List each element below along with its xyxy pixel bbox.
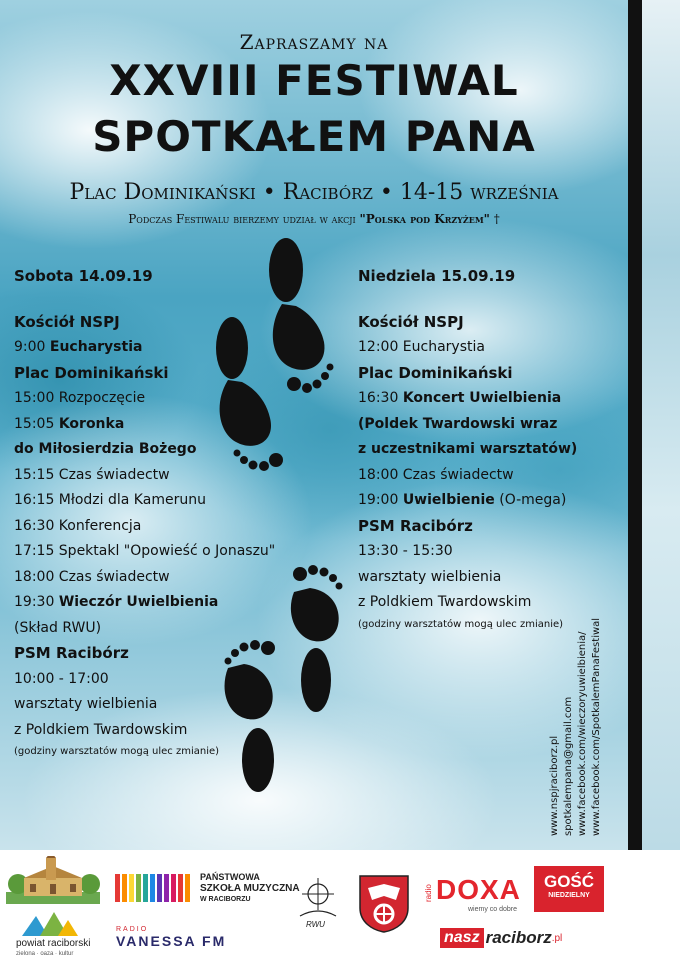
- festival-title-line2: SPOTKAŁEM PANA: [92, 112, 536, 161]
- program-item: 15:15 Czas świadectw: [14, 466, 170, 483]
- akcja-name: "Polska pod Krzyżem": [359, 212, 490, 226]
- music-school-logo: [115, 872, 195, 904]
- nasz-raciborz-logo: nasz raciborz .pl: [440, 926, 562, 950]
- black-border-strip: [628, 0, 642, 850]
- program-item: (Skład RWU): [14, 619, 102, 636]
- program-item: warsztaty wielbienia: [14, 696, 158, 712]
- email-link[interactable]: spotkalempana@gmail.com: [563, 696, 574, 836]
- church-building-icon: [6, 856, 100, 904]
- website-link[interactable]: www.nspjraciborz.pl: [549, 735, 560, 836]
- program-item: 12:00 Eucharystia: [358, 339, 485, 355]
- program-item: 10:00 - 17:00: [14, 670, 109, 687]
- program-item: do Miłosierdzia Bożego: [14, 441, 197, 457]
- sunday-heading: Niedziela 15.09.19: [358, 267, 516, 285]
- program-item: 17:15 Spektakl "Opowieść o Jonaszu": [14, 543, 276, 559]
- facebook-link[interactable]: www.facebook.com/SpotkalemPanaFestiwal: [591, 617, 602, 836]
- festival-title-line1: XXVIII FESTIWAL: [109, 56, 519, 105]
- program-item: 15:00 Rozpoczęcie: [14, 390, 146, 406]
- saturday-program: [14, 264, 314, 761]
- program-item: 18:00 Czas świadectw: [14, 568, 170, 585]
- gosc-niedzielny-logo: GOŚĆ NIEDZIELNY: [534, 866, 604, 912]
- program-item: 16:30 Konferencja: [14, 517, 142, 534]
- program-item: (Poldek Twardowski wraz: [358, 415, 558, 432]
- powiat-label: powiat raciborski zielona · oaza · kultur: [16, 938, 91, 957]
- program-item: 15:05 Koronka: [14, 415, 125, 432]
- akcja-prefix: Podczas Festiwalu bierzemy udział w akcji: [128, 212, 356, 226]
- venue-heading: PSM Racibórz: [14, 644, 129, 662]
- program-item: 19:00 Uwielbienie (O-mega): [358, 492, 567, 508]
- akcja-note: [0, 212, 628, 226]
- venue-heading: Plac Dominikański: [14, 363, 169, 382]
- venue-heading: Kościół NSPJ: [14, 312, 120, 331]
- sky-edge: [642, 0, 680, 850]
- program-item: 18:00 Czas świadectw: [358, 466, 514, 483]
- rwu-label: RWU: [306, 920, 325, 929]
- powiat-logo-icon: [22, 912, 78, 936]
- venue-heading: Kościół NSPJ: [358, 312, 464, 331]
- schedule-note: (godziny warsztatów mogą ulec zmianie): [358, 618, 564, 630]
- contact-links: [548, 516, 608, 836]
- program-item: 9:00 Eucharystia: [14, 339, 143, 355]
- program-item: warsztaty wielbienia: [358, 568, 502, 585]
- program-item: 16:30 Koncert Uwielbienia: [358, 390, 562, 406]
- radio-vanessa-logo: RADIO VANESSA FM: [116, 926, 227, 949]
- program-item: z Poldkiem Twardowskim: [358, 594, 532, 610]
- venue-heading: Plac Dominikański: [358, 363, 513, 382]
- radio-doxa-logo: radio DOXA wiemy co dobre: [424, 874, 521, 913]
- invite-text: Zapraszamy na: [239, 30, 389, 54]
- sponsors-bar: [0, 850, 680, 961]
- coat-of-arms-icon: [358, 874, 410, 934]
- program-item: z Poldkiem Twardowskim: [14, 721, 188, 738]
- facebook-link[interactable]: www.facebook.com/wieczoryuwielbienia/: [577, 631, 588, 836]
- cross-icon: †: [493, 212, 500, 226]
- location-date: Plac Dominikański • Racibórz • 14-15 września: [69, 180, 559, 205]
- venue-heading: PSM Racibórz: [358, 516, 473, 535]
- schedule-note: (godziny warsztatów mogą ulec zmianie): [14, 746, 220, 757]
- saturday-heading: Sobota 14.09.19: [14, 267, 153, 285]
- program-item: 19:30 Wieczór Uwielbienia: [14, 594, 219, 610]
- program-item: 16:15 Młodzi dla Kamerunu: [14, 492, 206, 508]
- music-school-name: PAŃSTWOWA SZKOŁA MUZYCZNA W RACIBORZU: [200, 872, 300, 903]
- program-item: 13:30 - 15:30: [358, 543, 453, 559]
- program-item: z uczestnikami warsztatów): [358, 441, 578, 457]
